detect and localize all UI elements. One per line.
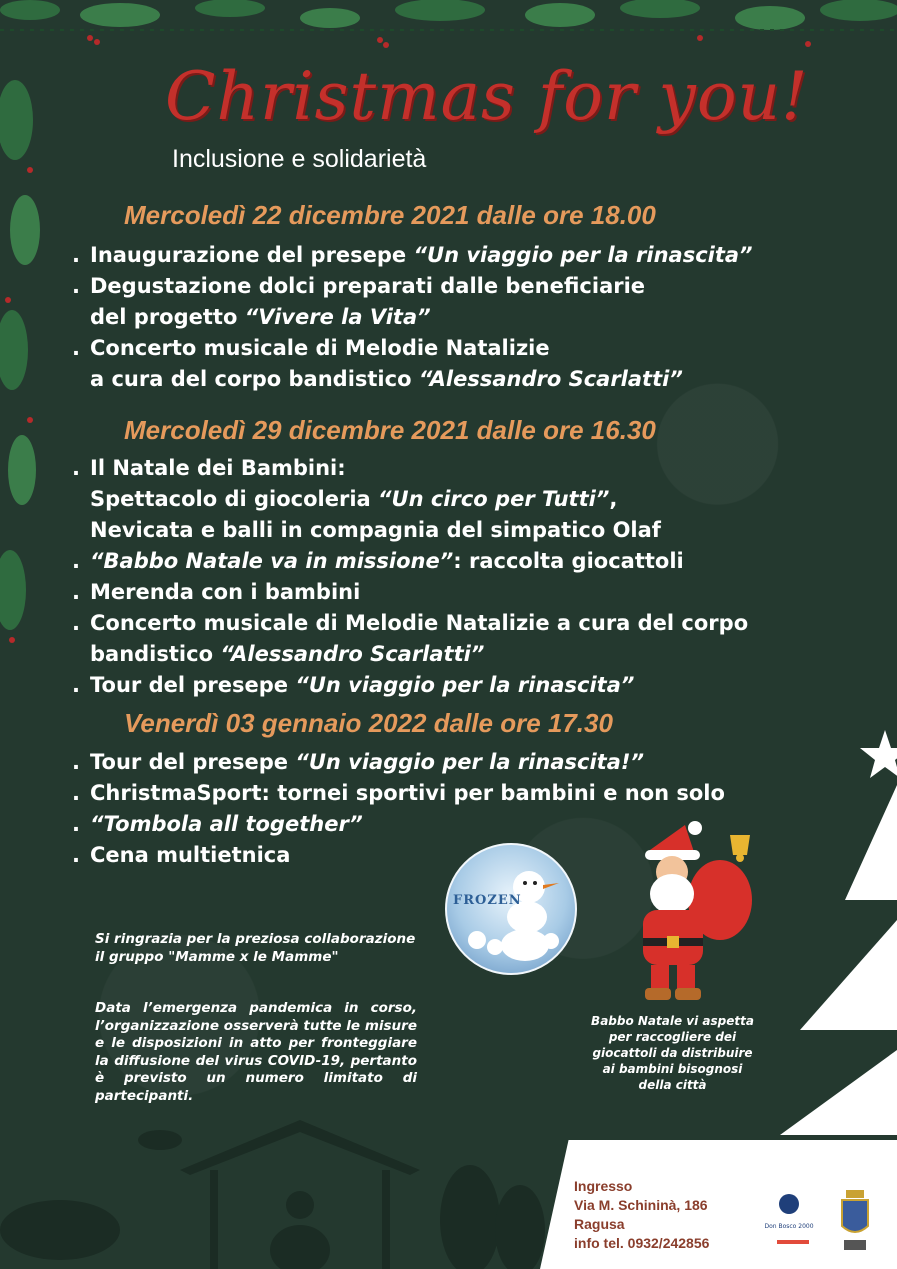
event-item: . “Babbo Natale va in missione”: raccolta giocattoli [72, 549, 684, 573]
event-date-heading: Mercoledì 29 dicembre 2021 dalle ore 16.30 [124, 415, 656, 445]
address-city: Ragusa [574, 1216, 625, 1232]
event-item: . “Tombola all together” [72, 812, 363, 836]
frozen-logo: FROZEN [453, 893, 522, 908]
event-date-heading: Mercoledì 22 dicembre 2021 dalle ore 18.00 [124, 200, 656, 230]
event-item: . Degustazione dolci preparati dalle beneficiarie del progetto “Vivere la Vita” [72, 274, 646, 329]
event-date-heading: Venerdì 03 gennaio 2022 dalle ore 17.30 [124, 708, 613, 738]
event-item: . Inaugurazione del presepe “Un viaggio per la rinascita” [72, 243, 753, 267]
don-bosco-logo-text: Don Bosco 2000 [764, 1223, 814, 1230]
address-phone: info tel. 0932/242856 [574, 1235, 710, 1251]
address-label: Ingresso [574, 1178, 633, 1194]
event-item: . Tour del presepe “Un viaggio per la rinascita” [72, 673, 635, 697]
covid-notice: Data l’emergenza pandemica in corso, l’organizzazione osserverà tutte le misure e le disposizioni in atto per fronteggiare la diffusione del virus COVID-19, pertanto è previsto un numero limitato di partecipanti. [95, 1000, 417, 1104]
event-item: . Merenda con i bambini [72, 580, 361, 604]
olaf-icon [447, 845, 575, 973]
event-item: . ChristmaSport: tornei sportivi per bambini e non solo [72, 781, 725, 805]
poster-title: Christmas for you! [165, 58, 809, 135]
holly-garland-left [0, 0, 70, 680]
event-item: . Il Natale dei Bambini: Spettacolo di giocoleria “Un circo per Tutti”, Nevicata e balli in compagnia del simpatico Olaf [72, 456, 661, 542]
poster-subtitle: Inclusione e solidarietà [172, 145, 427, 173]
event-item: . Tour del presepe “Un viaggio per la rinascita!” [72, 750, 644, 774]
event-item: . Cena multietnica [72, 843, 291, 867]
don-bosco-logo [764, 1190, 814, 1252]
address-street: Via M. Schininà, 186 [574, 1197, 708, 1213]
frozen-olaf-badge [445, 843, 577, 975]
address-block [574, 1177, 709, 1253]
event-item: . Concerto musicale di Melodie Natalizie a cura del corpo bandistico “Alessandro Scarlatti” [72, 336, 683, 391]
santa-note: Babbo Natale vi aspetta per raccogliere dei giocattoli da distribuire ai bambini bisognosi della città [591, 1014, 754, 1092]
municipal-crest-logo [838, 1188, 872, 1252]
event-item: . Concerto musicale di Melodie Natalizie a cura del corpo bandistico “Alessandro Scarlatti” [72, 611, 749, 666]
nativity-silhouette [0, 1110, 560, 1269]
thanks-note: Si ringrazia per la preziosa collaborazione il gruppo "Mamme x le Mamme" [95, 931, 416, 965]
